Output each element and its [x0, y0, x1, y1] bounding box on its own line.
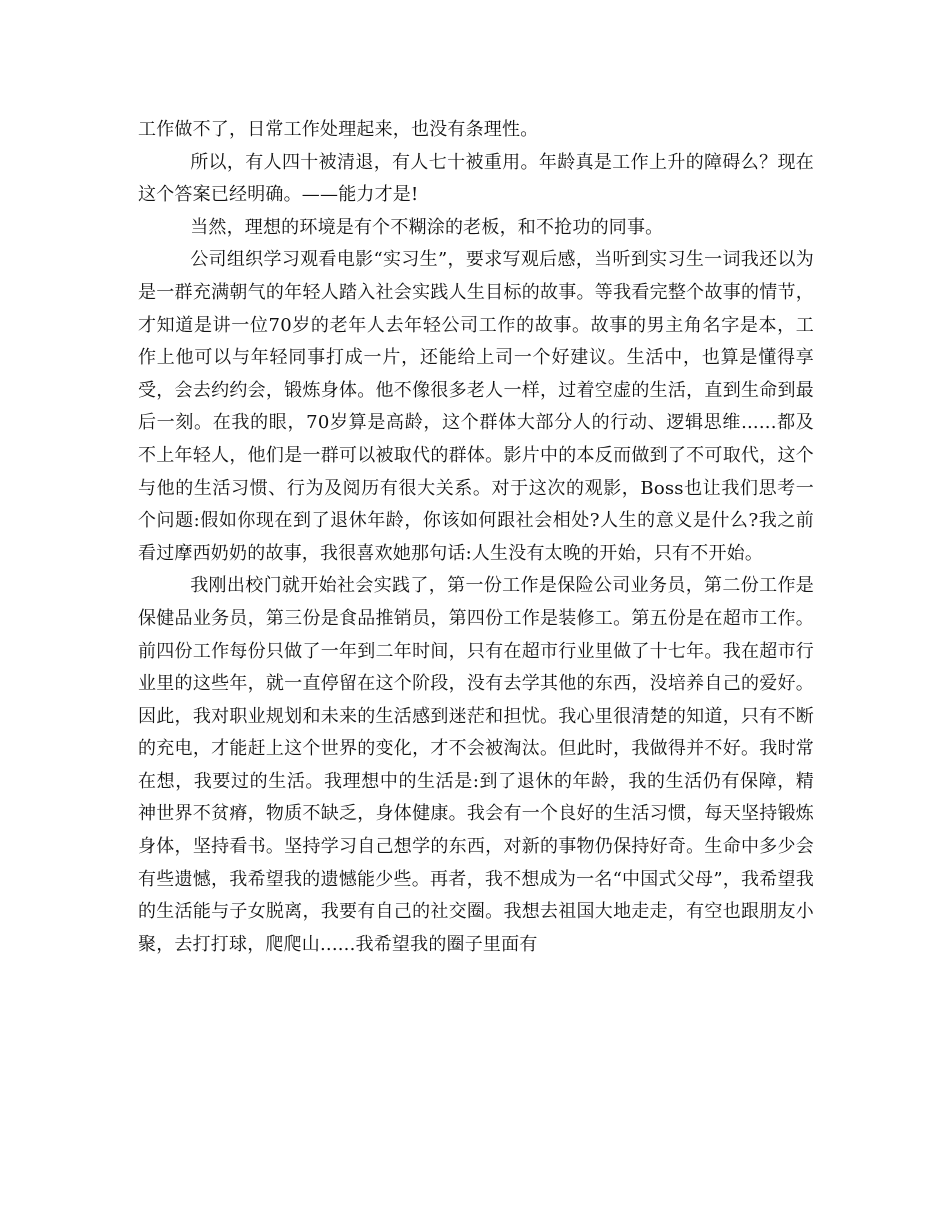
paragraph-2: 所以，有人四十被清退，有人七十被重用。年龄真是工作上升的障碍么？现在这个答案已经明确。——能力才是!: [138, 151, 814, 206]
document-body: [138, 114, 814, 961]
paragraph-5: 我刚出校门就开始社会实践了，第一份工作是保险公司业务员，第二份工作是保健品业务员，第三份是食品推销员，第四份工作是装修工。第五份是在超市工作。前四份工作每份只做了一年到二年时间，只有在超市行业里做了十七年。我在超市行业里的这些年，就一直停留在这个阶段，没有去学其他的东西，没培养自己的爱好。因此，我对职业规划和未来的生活感到迷茫和担忧。我心里很清楚的知道，只有不断的充电，才能赶上这个世界的变化，才不会被淘汰。但此时，我做得并不好。我时常在想，我要过的生活。我理想中的生活是:到了退休的年龄，我的生活仍有保障，精神世界不贫瘠，物质不缺乏，身体健康。我会有一个良好的生活习惯，每天坚持锻炼身体，坚持看书。坚持学习自己想学的东西，对新的事物仍保持好奇。生命中多少会有些遗憾，我希望我的遗憾能少些。再者，我不想成为一名“中国式父母”，我希望我的生活能与子女脱离，我要有自己的社交圈。我想去祖国大地走走，有空也跟朋友小聚，去打打球，爬爬山......我希望我的圈子里面有: [138, 575, 814, 955]
paragraph-1: 工作做不了，日常工作处理起来，也没有条理性。: [138, 119, 539, 140]
paragraph-3: 当然，理想的环境是有个不糊涂的老板，和不抢功的同事。: [190, 216, 664, 238]
paragraph-4: 公司组织学习观看电影“实习生”，要求写观后感，当听到实习生一词我还以为是一群充满朝气的年轻人踏入社会实践人生目标的故事。等我看完整个故事的情节，才知道是讲一位70岁的老年人去年轻公司工作的故事。故事的男主角名字是本，工作上他可以与年轻同事打成一片，还能给上司一个好建议。生活中，也算是懂得享受，会去约约会，锻炼身体。他不像很多老人一样，过着空虚的生活，直到生命到最后一刻。在我的眼，70岁算是高龄，这个群体大部分人的行动、逻辑思维......都及不上年轻人，他们是一群可以被取代的群体。影片中的本反而做到了不可取代，这个与他的生活习惯、行为及阅历有很大关系。对于这次的观影，Boss也让我们思考一个问题:假如你现在到了退休年龄，你该如何跟社会相处?人生的意义是什么?我之前看过摩西奶奶的故事，我很喜欢她那句话:人生没有太晚的开始，只有不开始。: [138, 249, 814, 564]
